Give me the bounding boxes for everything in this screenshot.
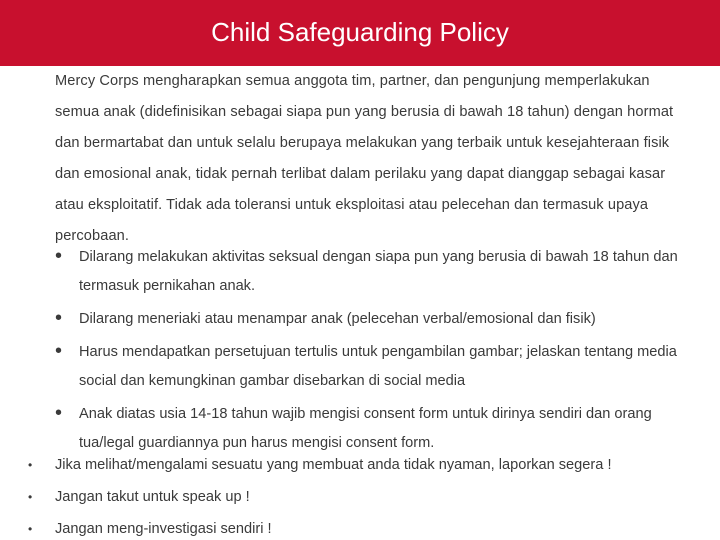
rules-list <box>55 243 685 462</box>
bullet-icon: • <box>28 490 33 504</box>
rule-text: Dilarang melakukan aktivitas seksual dengan siapa pun yang berusia di bawah 18 tahun dan termasuk pernikahan anak. <box>79 249 678 294</box>
bullet-icon: • <box>28 522 33 536</box>
list-item <box>28 515 698 540</box>
page-title: Child Safeguarding Policy <box>211 16 509 47</box>
rule-text: Harus mendapatkan persetujuan tertulis untuk pengambilan gambar; jelaskan tentang media social dan kemungkinan gambar disebarkan di social media <box>79 344 677 389</box>
list-item <box>55 305 685 334</box>
bullet-icon: • <box>55 402 63 424</box>
list-item <box>55 243 685 301</box>
list-item <box>28 483 698 512</box>
reminders-list <box>28 451 698 540</box>
list-item <box>55 338 685 396</box>
bullet-icon: • <box>28 458 33 472</box>
intro-paragraph: Mercy Corps mengharapkan semua anggota tim, partner, dan pengunjung memperlakukan semua anak (didefinisikan sebagai siapa pun yang berusia di bawah 18 tahun) dengan hormat dan bermartabat dan untuk selalu berupaya melakukan yang terbaik untuk kesejahteraan fisik dan emosional anak, tidak pernah terlibat dalam perilaku yang dapat dianggap sebagai kasar atau eksploitatif. Tidak ada toleransi untuk eksploitasi atau pelecehan dan termasuk upaya percobaan. <box>55 73 674 244</box>
reminder-text: Jangan takut untuk speak up ! <box>55 489 250 505</box>
list-item <box>55 400 685 458</box>
rule-text: Anak diatas usia 14-18 tahun wajib mengisi consent form untuk dirinya sendiri dan orang tua/legal guardiannya pun harus mengisi consent form. <box>79 406 652 451</box>
bullet-icon: • <box>55 245 63 267</box>
title-bar <box>0 0 720 66</box>
bullet-icon: • <box>55 307 63 329</box>
list-item <box>28 451 698 480</box>
reminder-text: Jika melihat/mengalami sesuatu yang membuat anda tidak nyaman, laporkan segera ! <box>55 457 612 473</box>
rule-text: Dilarang meneriaki atau menampar anak (pelecehan verbal/emosional dan fisik) <box>79 311 596 327</box>
reminder-text: Jangan meng-investigasi sendiri ! <box>55 521 272 537</box>
bullet-icon: • <box>55 340 63 362</box>
